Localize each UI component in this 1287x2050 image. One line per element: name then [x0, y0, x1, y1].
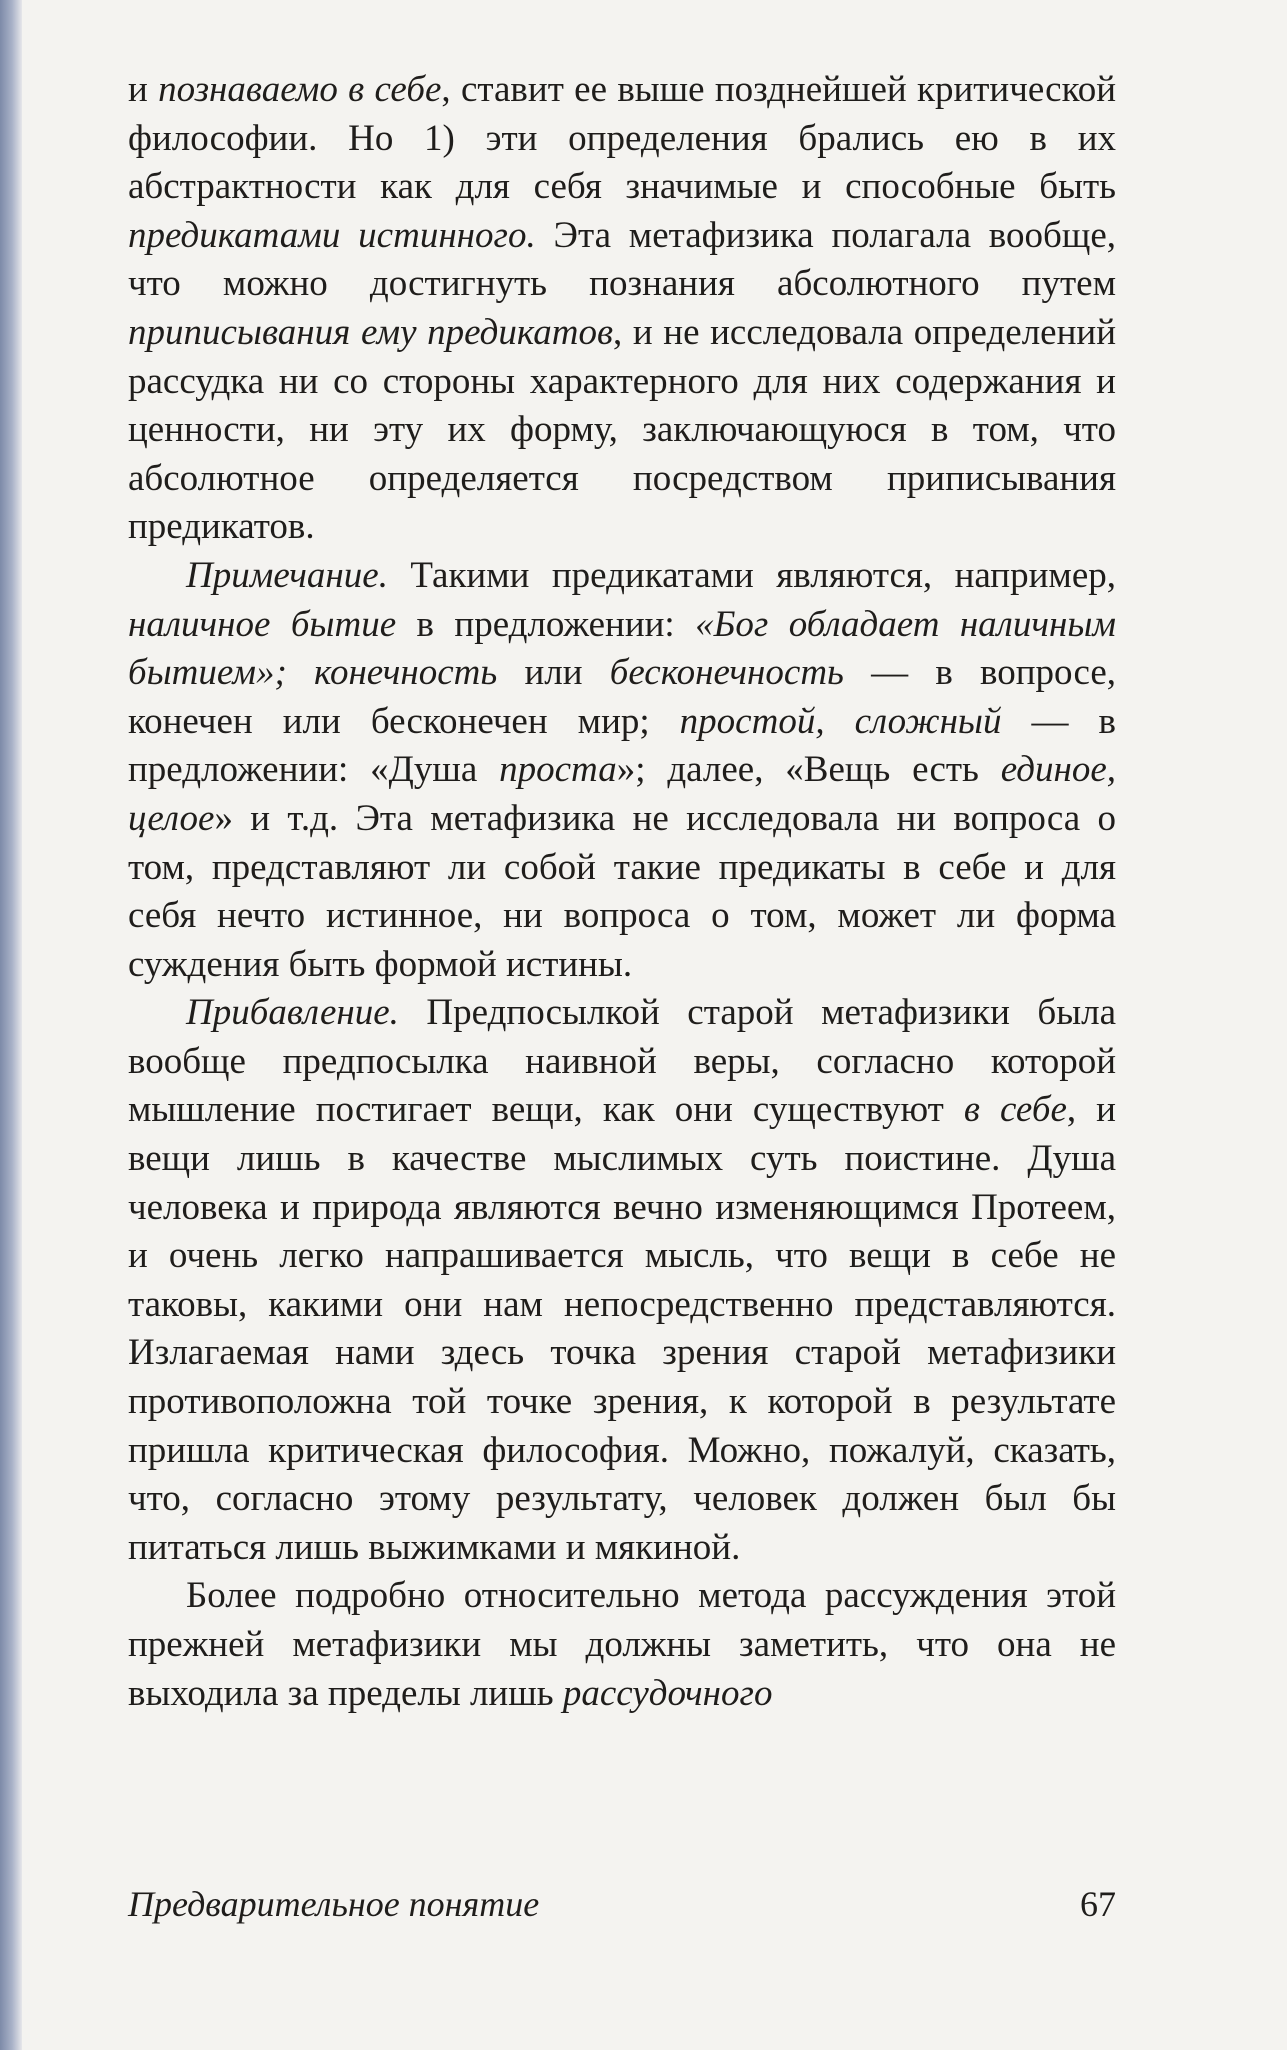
- text-run: , и не исследовала определений рассудка ни со стороны характерного для них содержания и ценности, ни эту их форму, заключающуюся в том, что абсолютное определяется посредством приписывания предикатов.: [128, 311, 1116, 548]
- book-gutter-shadow: [0, 0, 22, 2050]
- text-run: — в вопросе, конечен или бесконечен мир;: [128, 652, 1116, 742]
- paragraph-addition: [128, 989, 1116, 1572]
- text-run: , и вещи лишь в качестве мыслимых суть поистине. Душа человека и природа являются вечно изменяющимся Протеем, и очень легко напрашивается мысль, что вещи в себе не таковы, какими они нам непосредственно представляются. Излагаемая нами здесь точка зрения старой метафизики противоположна той точке зрения, к которой в результате пришла критическая философия. Можно, пожалуй, сказать, что, согласно этому результату, человек должен был бы питаться лишь выжимками и мякиной.: [128, 1089, 1116, 1568]
- paragraph-remark: [128, 552, 1116, 989]
- paragraph-1: [128, 66, 1116, 552]
- italic-run: Прибавление.: [186, 992, 399, 1034]
- text-run: — в предложении: «Душа: [128, 700, 1116, 791]
- page-footer: [128, 1882, 1116, 1926]
- text-run: Предпосылкой старой метафизики была вообще предпосылка наивной веры, согласно которой мышление постигает вещи, как они существуют: [128, 992, 1116, 1131]
- page-number: 67: [1080, 1884, 1116, 1924]
- italic-run: наличное бытие: [128, 603, 397, 645]
- text-run: Такими предикатами являются, например,: [387, 554, 1116, 596]
- italic-run: бесконечность: [609, 652, 844, 694]
- text-run: или: [497, 652, 610, 694]
- page-body: [128, 66, 1116, 1718]
- paragraph-method: [128, 1572, 1116, 1718]
- italic-run: познаваемо в себе: [158, 69, 442, 110]
- running-title: Предварительное понятие: [128, 1884, 540, 1924]
- italic-run: рассудочного: [562, 1672, 773, 1714]
- italic-run: предикатами истинного.: [128, 214, 536, 256]
- text-run: » и т.д. Эта метафизика не исследовала ни вопроса о том, представляют ли собой такие предикаты в себе и для себя нечто истинное, ни вопроса о том, может ли форма суждения быть формой истины.: [128, 797, 1116, 985]
- italic-run: единое, целое: [128, 749, 1116, 839]
- italic-run: простой, сложный: [679, 700, 1002, 742]
- text-run: в предложении:: [396, 603, 696, 645]
- italic-run: приписывания ему предикатов: [128, 311, 613, 353]
- text-run: и: [128, 69, 159, 110]
- text-run: Более подробно относительно метода рассуждения этой прежней метафизики мы должны заметить, что она не выходила за пределы лишь: [128, 1575, 1116, 1714]
- text-run: Эта метафизика полагала вообще, что можно достигнуть познания абсолютного путем: [128, 214, 1117, 305]
- italic-run: «Бог обладает наличным бытием»; конечность: [128, 603, 1116, 694]
- italic-run: Примечание.: [186, 554, 388, 596]
- italic-run: в себе: [963, 1089, 1067, 1131]
- text-run: »; далее, «Вещь есть: [616, 749, 1001, 791]
- text-run: , ставит ее выше позднейшей критической философии. Но 1) эти определения брались ею в их абстрактности как для себя значимые и способные быть: [128, 69, 1116, 208]
- italic-run: проста: [499, 749, 617, 791]
